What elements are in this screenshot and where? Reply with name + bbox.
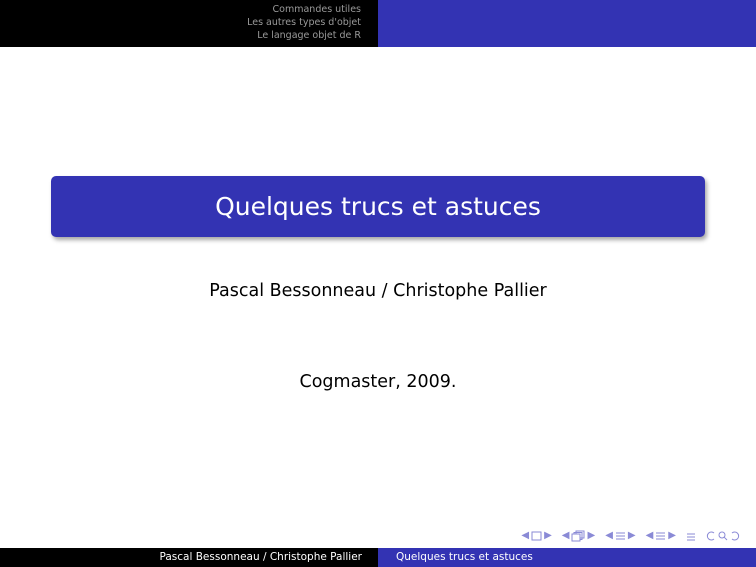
frame-nav-group	[521, 528, 551, 544]
back-icon[interactable]	[706, 531, 716, 541]
arrow-right-icon[interactable]: ▶	[627, 530, 636, 541]
arrow-left-icon[interactable]: ◀	[645, 530, 654, 541]
footer-title: Quelques trucs et astuces	[378, 548, 756, 567]
section-nav-group	[605, 528, 635, 544]
tools-group	[706, 531, 740, 541]
navigation-symbols	[521, 528, 746, 544]
arrow-right-icon[interactable]: ▶	[587, 530, 596, 541]
arrow-right-icon[interactable]: ▶	[668, 530, 676, 541]
frame-icon[interactable]	[531, 531, 542, 541]
presentation-nav-group	[646, 528, 676, 544]
arrow-right-icon[interactable]: ▶	[544, 530, 552, 541]
header-bar	[0, 0, 756, 47]
align-icon[interactable]	[686, 531, 696, 541]
section-icon[interactable]	[655, 531, 666, 541]
title-block	[51, 176, 705, 237]
section-link-autres-types[interactable]: Les autres types d'objet	[247, 17, 361, 28]
subsection-nav-group	[562, 528, 595, 544]
institute-line: Cogmaster, 2009.	[299, 372, 457, 392]
search-icon[interactable]	[718, 531, 728, 541]
align-group	[686, 531, 696, 541]
section-link-commandes-utiles[interactable]: Commandes utiles	[272, 4, 361, 15]
arrow-left-icon[interactable]: ◀	[521, 530, 530, 541]
header-accent-panel	[378, 0, 756, 47]
slide-title: Quelques trucs et astuces	[215, 192, 541, 221]
section-navigation	[0, 0, 378, 47]
footer-bar	[0, 548, 756, 567]
footer-author: Pascal Bessonneau / Christophe Pallier	[0, 548, 378, 567]
author-line: Pascal Bessonneau / Christophe Pallier	[209, 281, 547, 301]
section-icon[interactable]	[615, 531, 626, 541]
section-link-langage-objet[interactable]: Le langage objet de R	[257, 30, 361, 41]
arrow-left-icon[interactable]: ◀	[561, 530, 570, 541]
forward-icon[interactable]	[730, 531, 740, 541]
arrow-left-icon[interactable]: ◀	[605, 530, 613, 541]
subsection-icon[interactable]	[571, 530, 585, 542]
